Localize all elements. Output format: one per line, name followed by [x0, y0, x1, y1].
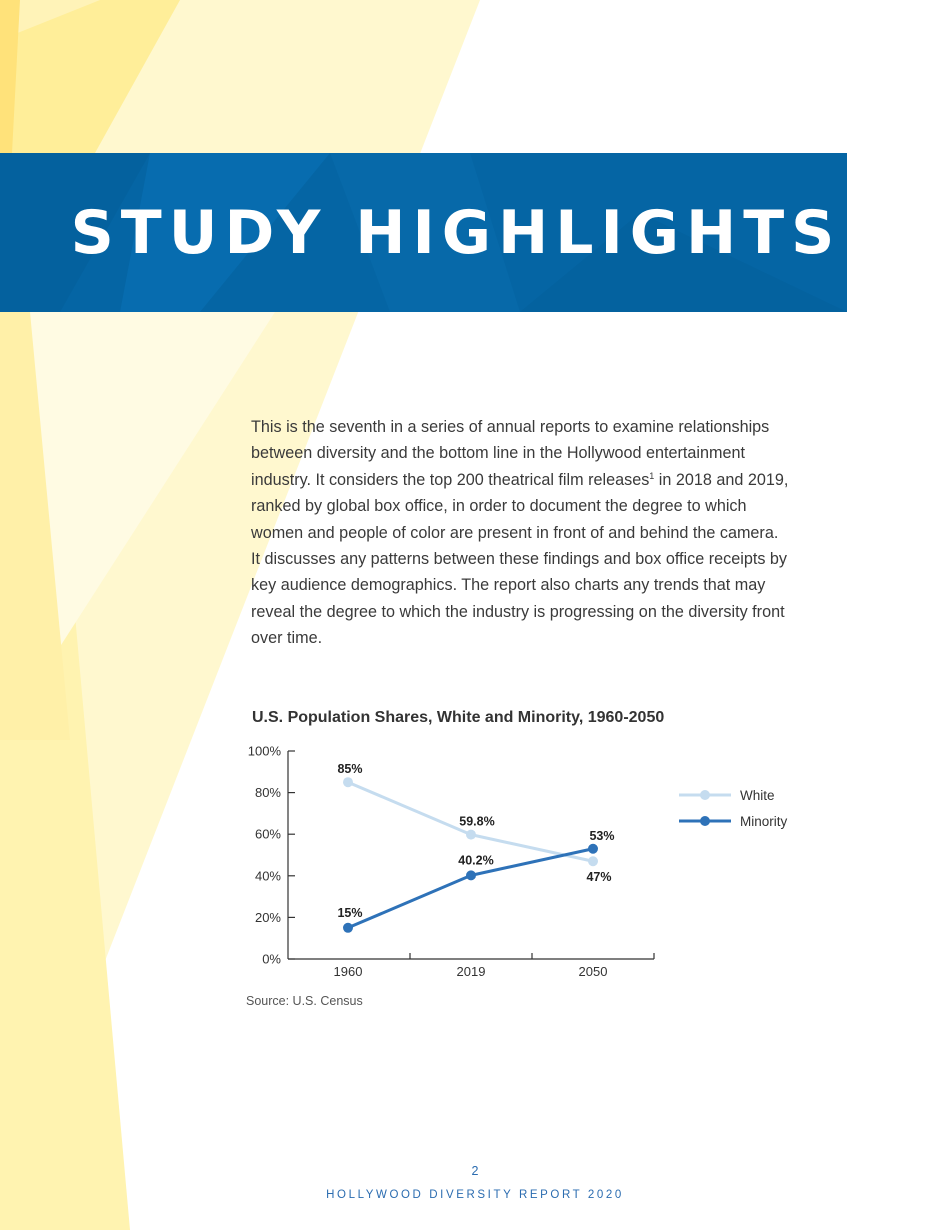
- data-label-minority: 40.2%: [458, 853, 494, 868]
- data-label-minority: 15%: [337, 905, 363, 920]
- y-tick-label: 80%: [254, 785, 281, 801]
- data-point-minority: [343, 923, 353, 933]
- data-label-white: 85%: [337, 762, 363, 777]
- legend-label: Minority: [740, 814, 788, 829]
- intro-text: This is the seventh in a series of annual reports to examine relationships between diversity and the bottom line in the Hollywood entertainment industry. It considers the top 200 theatrical film releases: [251, 418, 770, 489]
- y-tick-label: 0%: [262, 951, 281, 967]
- data-label-white: 47%: [586, 870, 612, 885]
- footer-report-title: HOLLYWOOD DIVERSITY REPORT 2020: [326, 1189, 624, 1201]
- legend-label: White: [740, 788, 775, 803]
- chart-title: U.S. Population Shares, White and Minority, 1960-2050: [252, 709, 665, 726]
- legend-swatch-marker: [700, 816, 710, 826]
- data-point-white: [343, 777, 353, 787]
- data-label-white: 59.8%: [459, 814, 495, 829]
- footnote-marker: 1: [649, 470, 655, 481]
- y-tick-label: 60%: [254, 826, 281, 842]
- data-label-minority: 53%: [589, 828, 615, 843]
- chart-source: Source: U.S. Census: [246, 994, 363, 1008]
- y-tick-label: 40%: [254, 868, 281, 884]
- data-point-minority: [588, 844, 598, 854]
- x-tick-label: 2019: [456, 964, 486, 979]
- data-point-white: [466, 830, 476, 840]
- legend-swatch-marker: [700, 790, 710, 800]
- x-tick-label: 1960: [333, 964, 363, 979]
- data-point-white: [588, 856, 598, 866]
- banner-title: STUDY HIGHLIGHTS: [70, 197, 842, 268]
- intro-text-continued: in 2018 and 2019, ranked by global box office, in order to document the degree to which women and people of color are present in front of and behind the camera. It discusses any patterns between these findings and box office receipts by key audience demographics. The report also charts any trends that may reveal the degree to which the industry is progressing on the diversity front over time.: [251, 470, 789, 648]
- data-point-minority: [466, 870, 476, 880]
- y-tick-label: 100%: [247, 743, 281, 759]
- x-tick-label: 2050: [578, 964, 608, 979]
- y-tick-label: 20%: [254, 909, 281, 925]
- page-number: 2: [471, 1164, 479, 1178]
